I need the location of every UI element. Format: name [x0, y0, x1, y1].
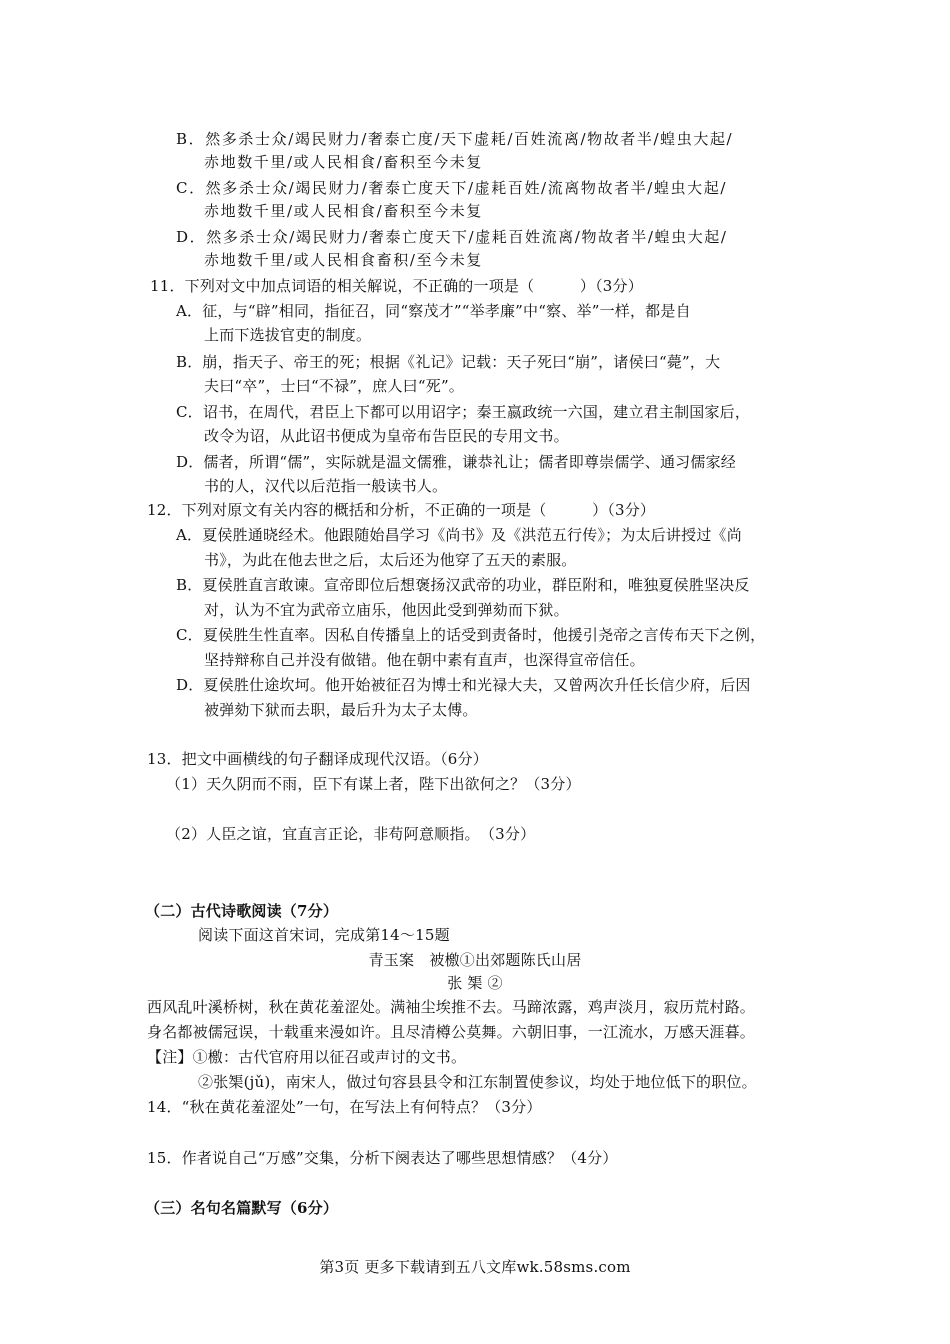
q12-option-d-line1: D．夏侯胜仕途坎坷。他开始被征召为博士和光禄大夫，又曾两次升任长信少府，后因	[176, 676, 751, 694]
q12-option-b-line1: B．夏侯胜直言敢谏。宣帝即位后想褒扬汉武帝的功业，群臣附和，唯独夏侯胜坚决反	[176, 576, 750, 594]
q11-option-c-line2: 改令为诏，从此诏书便成为皇帝布告臣民的专用文书。	[204, 427, 569, 445]
q12-option-a-line1: A．夏侯胜通晓经术。他跟随始昌学习《尚书》及《洪范五行传》；为太后讲授过《尚	[176, 526, 742, 544]
q11-option-b-line1: B．崩，指天子、帝王的死；根据《礼记》记载：天子死曰“崩”，诸侯曰“薨”，大	[176, 353, 721, 371]
q12-option-b-line2: 对，认为不宜为武帝立庙乐，他因此受到弹劾而下狱。	[204, 601, 569, 619]
q10-option-d-line2: 赤地数千里/或人民相食畜积/至今未复	[204, 251, 483, 269]
q14-stem: 14．“秋在黄花羞涩处”一句，在写法上有何特点？（3分）	[147, 1098, 542, 1116]
section2-heading: （二）古代诗歌阅读（7分）	[145, 902, 339, 920]
poem-note-2: ②张榘(jǔ)，南宋人，做过句容县县令和江东制置使参议，均处于地位低下的职位。	[198, 1073, 757, 1091]
q11-option-c-line1: C．诏书，在周代，君臣上下都可以用诏字；秦王嬴政统一六国，建立君主制国家后，	[176, 403, 751, 421]
q11-option-a-line2: 上而下选拔官吏的制度。	[204, 326, 372, 344]
q10-option-d-line1: D．然多杀士众/竭民财力/奢泰亡度天下/虚耗百姓流离/物故者半/蝗虫大起/	[176, 228, 728, 246]
poem-line-1: 西风乱叶溪桥树，秋在黄花羞涩处。满袖尘埃推不去。马蹄浓露，鸡声淡月，寂历荒村路。	[147, 998, 756, 1016]
q10-option-c-line1: C．然多杀士众/竭民财力/奢泰亡度天下/虚耗百姓/流离物故者半/蝗虫大起/	[176, 179, 728, 197]
q12-option-d-line2: 被弹劾下狱而去职，最后升为太子太傅。	[204, 701, 478, 719]
q13-stem: 13．把文中画横线的句子翻译成现代汉语。（6分）	[147, 750, 488, 768]
q12-stem: 12．下列对原文有关内容的概括和分析，不正确的一项是（ ）（3分）	[147, 501, 656, 519]
q10-option-b-line2: 赤地数千里/或人民相食/畜积至今未复	[204, 153, 483, 171]
q11-option-b-line2: 夫曰“卒”，士曰“不禄”，庶人曰“死”。	[204, 377, 465, 395]
q11-option-d-line2: 书的人，汉代以后范指一般读书人。	[204, 477, 448, 495]
q12-option-c-line1: C．夏侯胜生性直率。因私自传播皇上的话受到责备时，他援引尧帝之言传布天下之例，	[176, 626, 766, 644]
q12-option-a-line2: 书》，为此在他去世之后，太后还为他穿了五天的素服。	[204, 551, 577, 569]
section3-heading: （三）名句名篇默写（6分）	[145, 1199, 339, 1217]
poem-note-1: 【注】①檄：古代官府用以征召或声讨的文书。	[147, 1048, 467, 1066]
q11-stem: 11．下列对文中加点词语的相关解说，不正确的一项是（ ）（3分）	[150, 277, 643, 295]
q10-option-c-line2: 赤地数千里/或人民相食/畜积至今未复	[204, 202, 483, 220]
q11-option-d-line1: D．儒者，所谓“儒”，实际就是温文儒雅，谦恭礼让；儒者即尊崇儒学、通习儒家经	[176, 453, 736, 471]
poem-line-2: 身名都被儒冠误，十载重来漫如许。且尽清樽公莫舞。六朝旧事，一江流水，万感天涯暮。	[147, 1023, 756, 1041]
q11-option-a-line1: A．征，与“辟”相同，指征召，同“察茂才”“举孝廉”中“察、举”一样，都是自	[176, 302, 691, 320]
q13-item-1: （1）天久阴而不雨，臣下有谋上者，陛下出欲何之？（3分）	[166, 775, 581, 793]
page-footer: 第3页 更多下载请到五八文库wk.58sms.com	[319, 1258, 631, 1276]
poem-author: 张 榘 ②	[447, 974, 503, 992]
q10-option-b-line1: B．然多杀士众/竭民财力/奢泰亡度/天下虚耗/百姓流离/物故者半/蝗虫大起/	[176, 130, 734, 148]
section2-intro: 阅读下面这首宋词，完成第14～15题	[198, 926, 450, 944]
q12-option-c-line2: 坚持辩称自己并没有做错。他在朝中素有直声，也深得宣帝信任。	[204, 651, 645, 669]
q13-item-2: （2）人臣之谊，宜直言正论，非苟阿意顺指。 （3分）	[166, 825, 536, 843]
poem-title: 青玉案 被檄①出郊题陈氏山居	[368, 951, 582, 969]
q15-stem: 15．作者说自己“万感”交集，分析下阕表达了哪些思想情感？（4分）	[147, 1149, 618, 1167]
